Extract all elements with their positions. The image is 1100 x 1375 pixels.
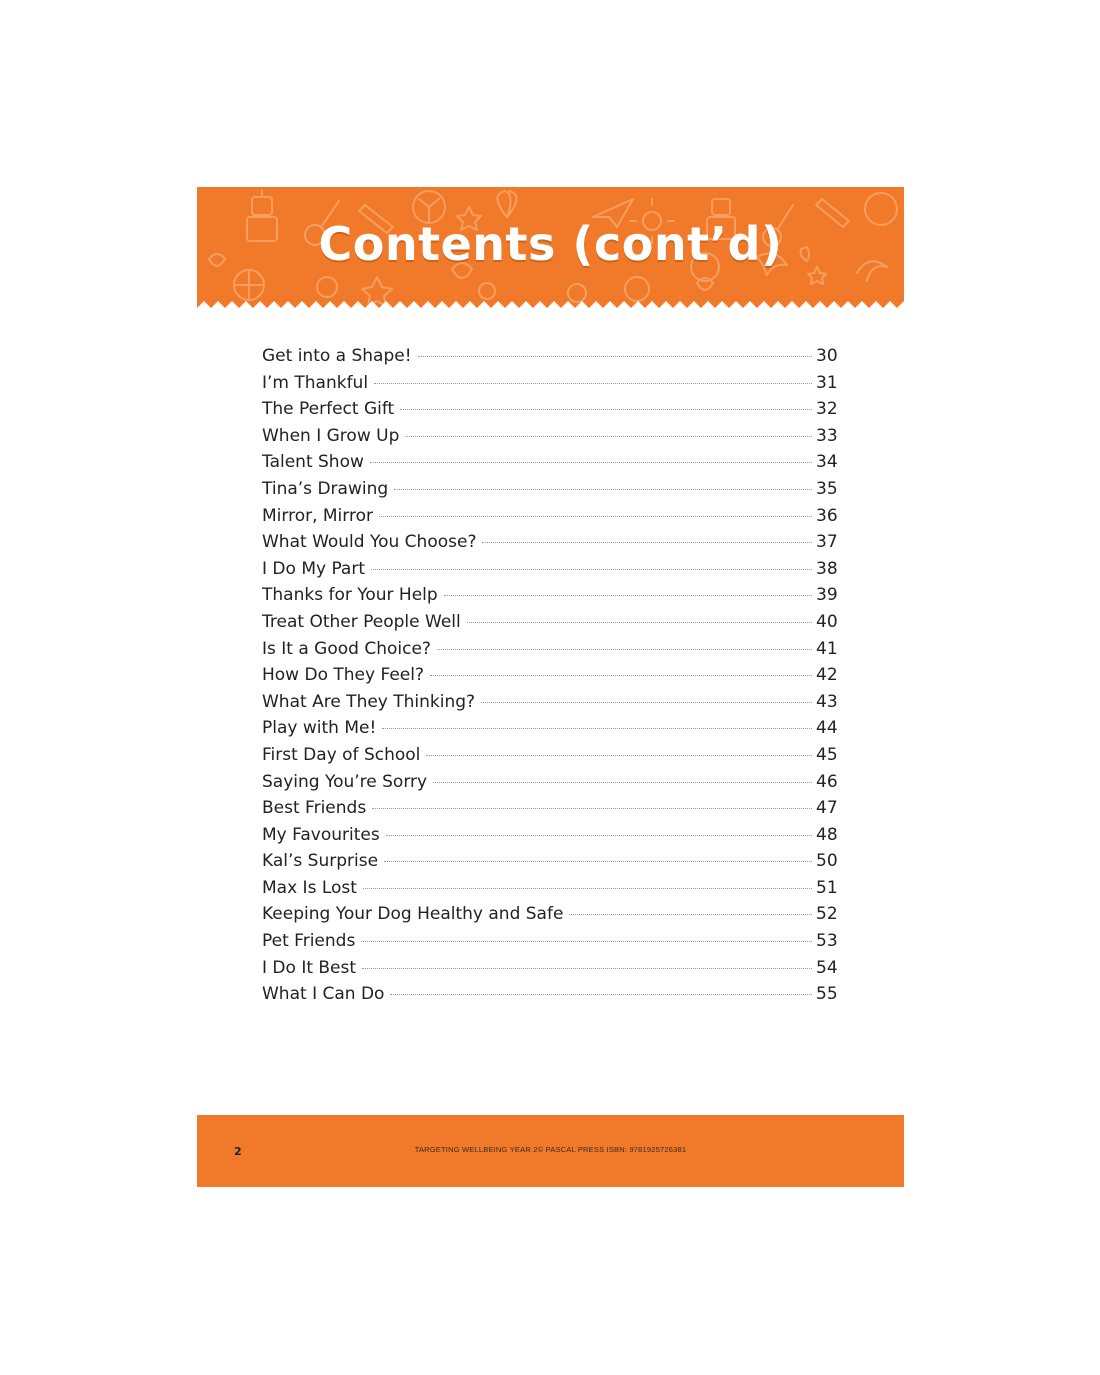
page-number: 2 bbox=[234, 1145, 242, 1158]
toc-entry-page: 37 bbox=[816, 532, 838, 553]
toc-entry-page: 48 bbox=[816, 824, 838, 845]
toc-dot-leader bbox=[433, 782, 812, 783]
toc-entry[interactable] bbox=[262, 373, 842, 400]
contents-header-banner bbox=[197, 187, 904, 311]
toc-dot-leader bbox=[430, 675, 812, 676]
toc-entry-title: Keeping Your Dog Healthy and Safe bbox=[262, 904, 564, 925]
toc-entry[interactable] bbox=[262, 931, 842, 958]
toc-entry-page: 51 bbox=[816, 877, 838, 898]
toc-entry[interactable] bbox=[262, 479, 842, 506]
toc-entry[interactable] bbox=[262, 692, 842, 719]
toc-entry-title: What I Can Do bbox=[262, 984, 385, 1005]
toc-entry[interactable] bbox=[262, 426, 842, 453]
toc-entry-page: 36 bbox=[816, 505, 838, 526]
toc-entry-page: 32 bbox=[816, 399, 838, 420]
toc-entry[interactable] bbox=[262, 825, 842, 852]
toc-entry-page: 46 bbox=[816, 771, 838, 792]
toc-entry-title: Is It a Good Choice? bbox=[262, 638, 431, 659]
toc-entry-title: Talent Show bbox=[262, 452, 364, 473]
toc-entry[interactable] bbox=[262, 399, 842, 426]
toc-entry-page: 54 bbox=[816, 957, 838, 978]
toc-entry-title: When I Grow Up bbox=[262, 425, 400, 446]
toc-entry-title: First Day of School bbox=[262, 744, 421, 765]
zigzag-edge bbox=[197, 300, 904, 311]
toc-entry-title: The Perfect Gift bbox=[262, 399, 395, 420]
toc-entry[interactable] bbox=[262, 984, 842, 1011]
toc-entry-title: Max Is Lost bbox=[262, 877, 357, 898]
toc-dot-leader bbox=[371, 569, 812, 570]
toc-entry-page: 31 bbox=[816, 372, 838, 393]
toc-entry-title: I Do My Part bbox=[262, 558, 366, 579]
toc-entry-page: 33 bbox=[816, 425, 838, 446]
toc-entry-page: 43 bbox=[816, 691, 838, 712]
toc-dot-leader bbox=[384, 861, 812, 862]
toc-entry-title: How Do They Feel? bbox=[262, 665, 424, 686]
toc-entry[interactable] bbox=[262, 851, 842, 878]
toc-entry-page: 45 bbox=[816, 744, 838, 765]
toc-dot-leader bbox=[467, 622, 812, 623]
toc-entry-page: 38 bbox=[816, 558, 838, 579]
toc-entry-title: Saying You’re Sorry bbox=[262, 771, 428, 792]
toc-dot-leader bbox=[382, 728, 812, 729]
toc-entry-page: 41 bbox=[816, 638, 838, 659]
toc-dot-leader bbox=[372, 808, 812, 809]
toc-entry[interactable] bbox=[262, 639, 842, 666]
toc-entry[interactable] bbox=[262, 452, 842, 479]
toc-entry-page: 55 bbox=[816, 984, 838, 1005]
toc-entry[interactable] bbox=[262, 612, 842, 639]
toc-entry-title: Best Friends bbox=[262, 798, 367, 819]
toc-dot-leader bbox=[394, 489, 812, 490]
toc-entry-page: 34 bbox=[816, 452, 838, 473]
toc-entry-page: 39 bbox=[816, 585, 838, 606]
toc-entry-page: 52 bbox=[816, 904, 838, 925]
toc-entry-title: Play with Me! bbox=[262, 718, 377, 739]
toc-dot-leader bbox=[437, 649, 812, 650]
page-footer bbox=[197, 1115, 904, 1187]
toc-entry-title: My Favourites bbox=[262, 824, 380, 845]
toc-entry-title: Get into a Shape! bbox=[262, 346, 412, 366]
toc-entry-title: Thanks for Your Help bbox=[262, 585, 438, 606]
toc-entry-page: 42 bbox=[816, 665, 838, 686]
toc-entry-page: 35 bbox=[816, 478, 838, 499]
toc-dot-leader bbox=[400, 409, 812, 410]
toc-entry-title: Pet Friends bbox=[262, 931, 356, 952]
toc-entry[interactable] bbox=[262, 798, 842, 825]
toc-entry-title: I Do It Best bbox=[262, 957, 357, 978]
toc-entry-page: 40 bbox=[816, 611, 838, 632]
toc-dot-leader bbox=[386, 835, 812, 836]
toc-entry-title: Treat Other People Well bbox=[262, 611, 461, 632]
toc-dot-leader bbox=[362, 968, 812, 969]
toc-entry-page: 50 bbox=[816, 851, 838, 872]
toc-dot-leader bbox=[444, 595, 812, 596]
toc-entry-page: 47 bbox=[816, 798, 838, 819]
toc-entry[interactable] bbox=[262, 665, 842, 692]
toc-dot-leader bbox=[405, 436, 812, 437]
toc-entry-title: What Are They Thinking? bbox=[262, 691, 476, 712]
toc-entry[interactable] bbox=[262, 506, 842, 533]
toc-entry-page: 44 bbox=[816, 718, 838, 739]
page-title: Contents (cont’d) bbox=[318, 217, 783, 271]
toc-entry[interactable] bbox=[262, 772, 842, 799]
toc-dot-leader bbox=[482, 542, 812, 543]
toc-dot-leader bbox=[481, 702, 812, 703]
toc-dot-leader bbox=[418, 356, 812, 357]
toc-entry[interactable] bbox=[262, 585, 842, 612]
toc-entry[interactable] bbox=[262, 559, 842, 586]
toc-entry[interactable] bbox=[262, 958, 842, 985]
toc-entry-title: Mirror, Mirror bbox=[262, 505, 373, 526]
footer-credit: TARGETING WELLBEING YEAR 2© PASCAL PRESS ISBN: 9781925726381 bbox=[414, 1145, 687, 1154]
toc-dot-leader bbox=[363, 888, 812, 889]
toc-entry-page: 53 bbox=[816, 931, 838, 952]
toc-entry-title: Tina’s Drawing bbox=[262, 478, 389, 499]
toc-dot-leader bbox=[374, 383, 812, 384]
toc-entry-title: Kal’s Surprise bbox=[262, 851, 379, 872]
toc-entry-title: I’m Thankful bbox=[262, 372, 369, 393]
toc-entry[interactable] bbox=[262, 718, 842, 745]
toc-dot-leader bbox=[569, 914, 812, 915]
toc-entry-title: What Would You Choose? bbox=[262, 532, 477, 553]
toc-dot-leader bbox=[390, 994, 812, 995]
toc-entry[interactable] bbox=[262, 904, 842, 931]
toc-entry[interactable] bbox=[262, 878, 842, 905]
toc-dot-leader bbox=[361, 941, 812, 942]
toc-dot-leader bbox=[379, 516, 812, 517]
table-of-contents bbox=[262, 346, 842, 1011]
toc-dot-leader bbox=[426, 755, 812, 756]
toc-entry[interactable] bbox=[262, 346, 842, 373]
toc-dot-leader bbox=[370, 462, 812, 463]
toc-entry[interactable] bbox=[262, 745, 842, 772]
toc-entry[interactable] bbox=[262, 532, 842, 559]
toc-entry-page: 30 bbox=[816, 346, 838, 366]
